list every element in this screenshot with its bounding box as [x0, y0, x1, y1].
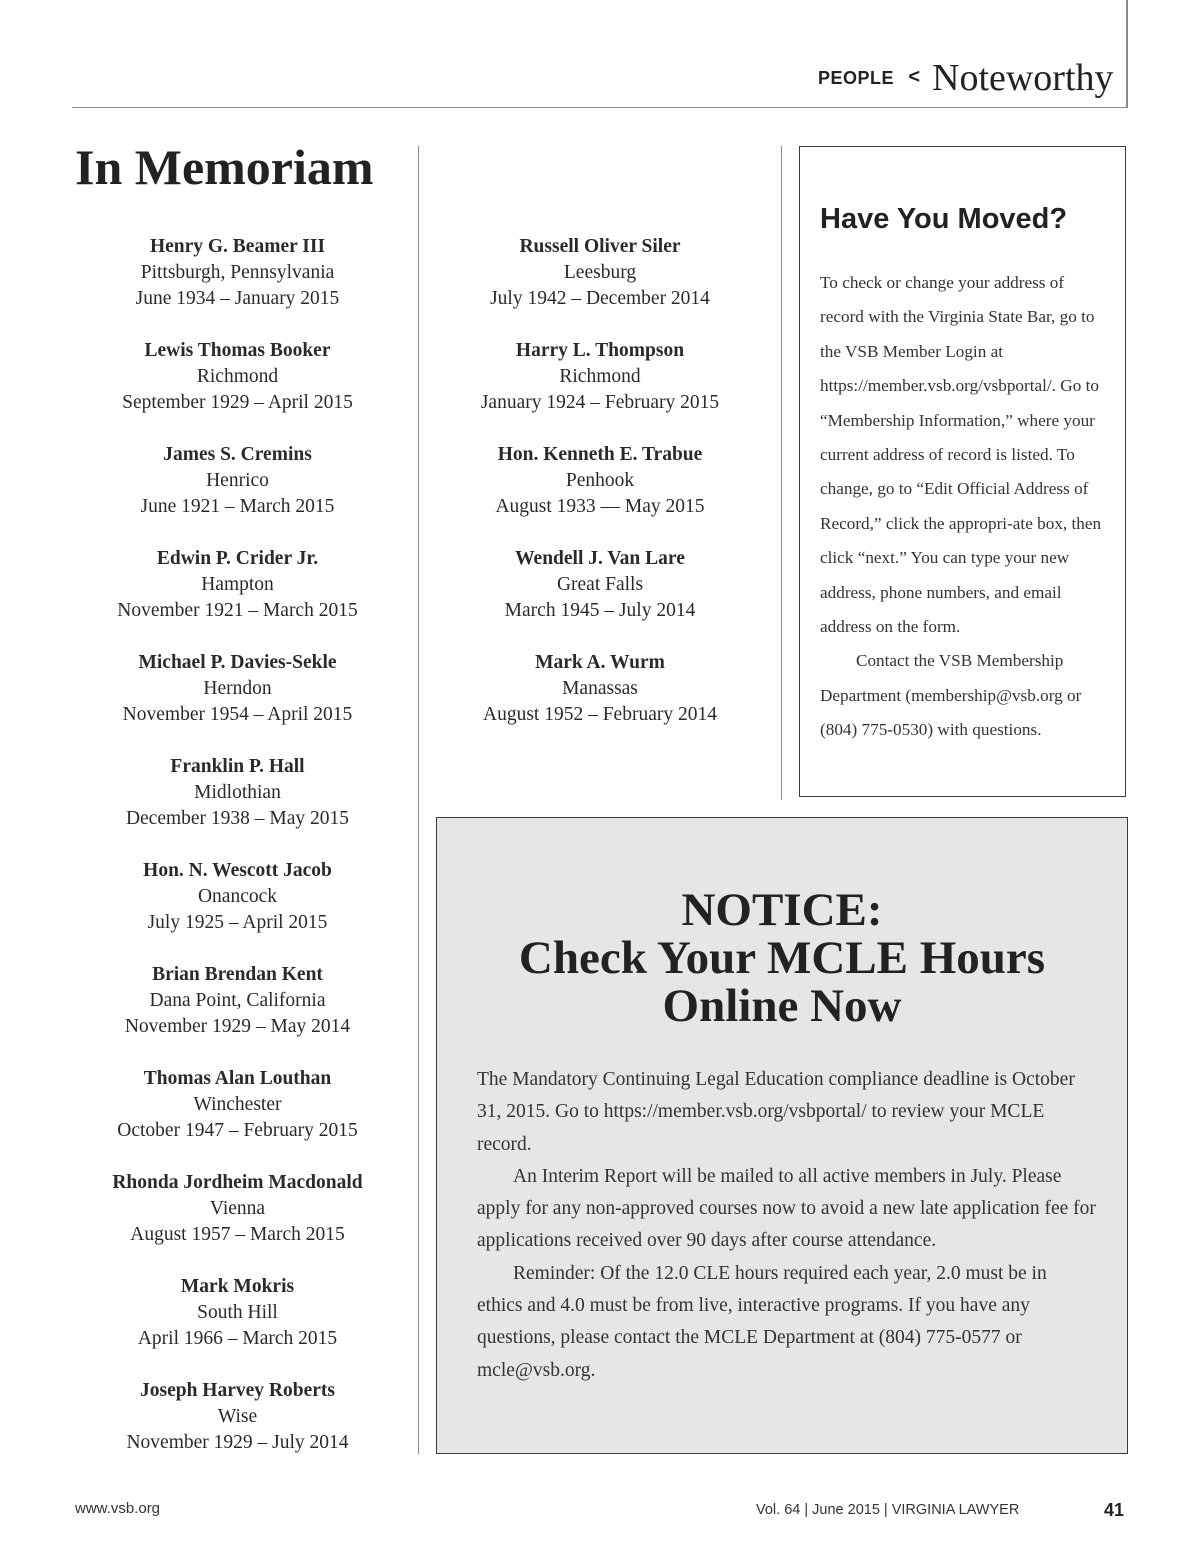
memoriam-name: Rhonda Jordheim Macdonald	[112, 1172, 363, 1193]
memoriam-entry	[90, 234, 385, 312]
notice-paragraph: An Interim Report will be mailed to all active members in July. Please apply for any non-approved courses now to avoid a new late application fee for applications received over 90 days after course attendance.	[477, 1165, 1096, 1252]
memoriam-dates: November 1921 – March 2015	[117, 600, 358, 621]
memoriam-place: South Hill	[197, 1302, 278, 1323]
footer-url: www.vsb.org	[75, 1500, 161, 1517]
memoriam-name: Henry G. Beamer III	[149, 236, 326, 257]
memoriam-place: Onancock	[197, 886, 278, 907]
moved-body	[820, 266, 1112, 748]
memoriam-name: Lewis Thomas Booker	[144, 340, 331, 361]
notice-title	[437, 886, 1127, 1030]
memoriam-column-1	[90, 234, 385, 1482]
memoriam-name: Joseph Harvey Roberts	[140, 1380, 335, 1401]
column-rule	[781, 146, 782, 800]
memoriam-name: Russell Oliver Siler	[519, 236, 681, 257]
column-rule	[418, 146, 419, 1454]
memoriam-dates: June 1934 – January 2015	[135, 288, 340, 309]
memoriam-entry	[452, 546, 748, 624]
memoriam-name: Wendell J. Van Lare	[515, 548, 685, 569]
memoriam-name: Hon. N. Wescott Jacob	[143, 860, 332, 881]
memoriam-entry	[90, 1170, 385, 1248]
section-name: Noteworthy	[932, 57, 1114, 99]
memoriam-name: Thomas Alan Louthan	[143, 1068, 332, 1089]
memoriam-place: Vienna	[209, 1198, 266, 1219]
memoriam-dates: October 1947 – February 2015	[117, 1120, 358, 1141]
memoriam-place: Midlothian	[194, 782, 281, 803]
memoriam-dates: September 1929 – April 2015	[122, 392, 353, 413]
page-number: 41	[1104, 1500, 1125, 1520]
memoriam-name: Brian Brendan Kent	[152, 964, 323, 985]
memoriam-dates: August 1933 — May 2015	[495, 496, 705, 517]
memoriam-place: Herndon	[203, 678, 272, 699]
memoriam-dates: November 1929 – July 2014	[126, 1432, 349, 1453]
memoriam-dates: November 1954 – April 2015	[122, 704, 353, 725]
footer-issue: Vol. 64 | June 2015 | VIRGINIA LAWYER	[756, 1502, 1020, 1518]
memoriam-place: Hampton	[201, 574, 274, 595]
memoriam-dates: January 1924 – February 2015	[480, 392, 720, 413]
memoriam-dates: November 1929 – May 2014	[124, 1016, 351, 1037]
memoriam-place: Winchester	[193, 1094, 282, 1115]
memoriam-name: Mark Mokris	[180, 1276, 295, 1297]
section-separator: <	[908, 66, 920, 88]
memoriam-place: Wise	[217, 1406, 258, 1427]
moved-paragraph: To check or change your address of record with the Virginia State Bar, go to the VSB Member Login at https://member.vsb.org/vsbportal/. Go to “Membership Information,” where your current address of record is listed. To change, go to “Edit Official Address of Record,” click the appropri-ate box, then click “next.” You can type your new address, phone numbers, and email address on the form.	[820, 273, 1102, 637]
memoriam-entry	[90, 962, 385, 1040]
memoriam-dates: July 1925 – April 2015	[147, 912, 328, 933]
memoriam-place: Dana Point, California	[149, 990, 326, 1011]
memoriam-entry	[90, 650, 385, 728]
memoriam-name: Michael P. Davies-Sekle	[138, 652, 337, 673]
memoriam-dates: March 1945 – July 2014	[504, 600, 696, 621]
memoriam-name: Mark A. Wurm	[535, 652, 665, 673]
memoriam-place: Pittsburgh, Pennsylvania	[140, 262, 335, 283]
memoriam-dates: August 1957 – March 2015	[130, 1224, 345, 1245]
moved-paragraph: Contact the VSB Membership Department (membership@vsb.org or (804) 775-0530) with questions.	[820, 651, 1082, 740]
page-title: In Memoriam	[75, 139, 374, 195]
memoriam-entry	[90, 1378, 385, 1456]
memoriam-place: Penhook	[565, 470, 635, 491]
memoriam-name: James S. Cremins	[163, 444, 312, 465]
memoriam-entry	[90, 1274, 385, 1352]
memoriam-place: Manassas	[562, 678, 638, 699]
notice-paragraph: Reminder: Of the 12.0 CLE hours required each year, 2.0 must be in ethics and 4.0 must be from live, interactive programs. If you have any questions, please contact the MCLE Department at (804) 775-0577 or mcle@vsb.org.	[477, 1262, 1047, 1381]
notice-title-line: NOTICE:	[681, 884, 883, 936]
memoriam-column-2	[452, 234, 748, 754]
header-rule	[72, 107, 1128, 108]
memoriam-dates: August 1952 – February 2014	[483, 704, 717, 725]
memoriam-place: Richmond	[559, 366, 641, 387]
notice-title-line: Check Your MCLE Hours	[518, 932, 1046, 984]
memoriam-name: Harry L. Thompson	[515, 340, 685, 361]
memoriam-name: Franklin P. Hall	[170, 756, 305, 777]
memoriam-entry	[90, 338, 385, 416]
memoriam-entry	[90, 546, 385, 624]
notice-box	[436, 817, 1128, 1454]
notice-paragraph: The Mandatory Continuing Legal Education compliance deadline is October 31, 2015. Go to https://member.vsb.org/vsbportal/ to review your MCLE record.	[477, 1069, 1075, 1155]
notice-title-line: Online Now	[662, 980, 902, 1032]
memoriam-entry	[452, 442, 748, 520]
section-label: PEOPLE	[817, 68, 894, 88]
memoriam-dates: April 1966 – March 2015	[137, 1328, 338, 1349]
memoriam-dates: December 1938 – May 2015	[125, 808, 350, 829]
moved-sidebar-box	[799, 146, 1126, 797]
memoriam-entry	[90, 754, 385, 832]
memoriam-entry	[90, 442, 385, 520]
memoriam-name: Hon. Kenneth E. Trabue	[497, 444, 703, 465]
memoriam-entry	[452, 338, 748, 416]
memoriam-entry	[90, 1066, 385, 1144]
memoriam-place: Leesburg	[563, 262, 637, 283]
memoriam-entry	[452, 650, 748, 728]
memoriam-dates: June 1921 – March 2015	[140, 496, 335, 517]
moved-title: Have You Moved?	[820, 203, 1068, 235]
memoriam-name: Edwin P. Crider Jr.	[156, 548, 319, 569]
memoriam-dates: July 1942 – December 2014	[490, 288, 710, 309]
memoriam-entry	[90, 858, 385, 936]
notice-body	[477, 1064, 1097, 1387]
header-right-rule	[1126, 0, 1128, 108]
memoriam-place: Richmond	[196, 366, 279, 387]
memoriam-place: Henrico	[206, 470, 269, 491]
memoriam-entry	[452, 234, 748, 312]
memoriam-place: Great Falls	[556, 574, 644, 595]
